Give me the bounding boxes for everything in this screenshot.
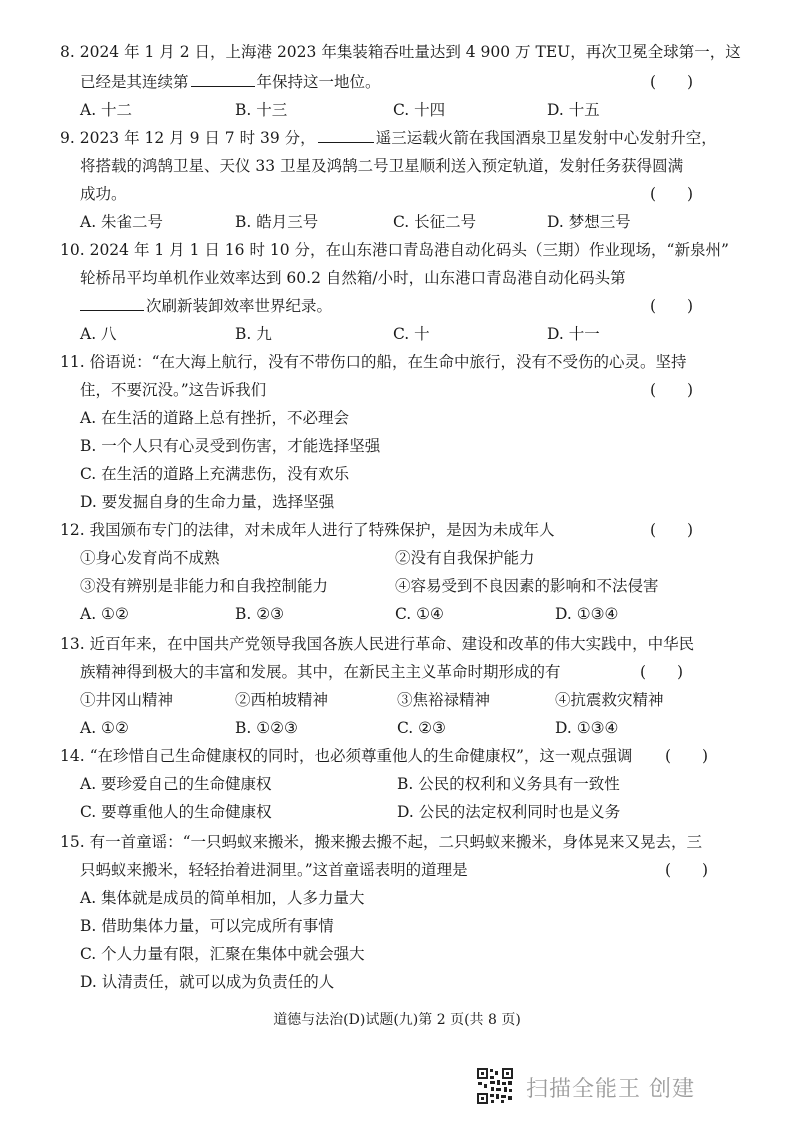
question-text-line: 住，不要沉没。”这告诉我们 [80,381,267,399]
option-a: A. ①② [80,719,129,737]
option-d: D. 十一 [547,325,600,343]
question-text-line: 13. 近百年来，在中国共产党领导我国各族人民进行革命、建设和改革的伟大实践中，中华民 [60,635,695,653]
statement-item: ②西柏坡精神 [235,691,329,709]
question-text-line: 只蚂蚁来搬米，轻轻抬着进洞里。”这首童谣表明的道理是 [80,861,468,879]
page-footer: 道德与法治(D)试题(九)第 2 页(共 8 页) [273,1012,521,1028]
question-text-line: 成功。 [80,185,127,203]
question-text-line: 8. 2024 年 1 月 2 日，上海港 2023 年集装箱吞吐量达到 4 900 万 TEU，再次卫冕全球第一，这 [60,43,741,61]
answer-parentheses: ( ) [650,297,694,315]
answer-parentheses: ( ) [650,185,694,203]
option-c: C. 在生活的道路上充满悲伤，没有欢乐 [80,465,350,483]
option-c: C. 个人力量有限，汇聚在集体中就会强大 [80,945,365,963]
question-text-fragment: 次刷新装卸效率世界纪录。 [146,297,333,315]
option-b: B. 借助集体力量，可以完成所有事情 [80,917,334,935]
answer-parentheses: ( ) [650,381,694,399]
statement-item: ③没有辨别是非能力和自我控制能力 [80,577,329,595]
question-text-line [60,128,717,148]
option-d: D. ①③④ [555,719,619,737]
question-text-line: 10. 2024 年 1 月 1 日 16 时 10 分，在山东港口青岛港自动化码头（三期）作业现场，“新泉州” [60,241,729,259]
answer-parentheses: ( ) [650,73,694,91]
option-a: A. 朱雀二号 [80,213,164,231]
answer-blank [318,128,374,143]
answer-parentheses: ( ) [665,861,709,879]
option-b: B. ①②③ [235,719,298,737]
option-a: A. ①② [80,605,129,623]
statement-item: ③焦裕禄精神 [397,691,491,709]
option-c: C. ①④ [395,605,444,623]
option-c: C. 十四 [393,101,446,119]
option-a: A. 集体就是成员的简单相加，人多力量大 [80,889,365,907]
question-text-line: 族精神得到极大的丰富和发展。其中，在新民主主义革命时期形成的有 [80,663,561,681]
question-text-fragment: 9. 2023 年 12 月 9 日 7 时 39 分， [60,129,316,147]
question-text-line: 15. 有一首童谣：“一只蚂蚁来搬米，搬来搬去搬不起，二只蚂蚁来搬米，身体晃来又晃去，三 [60,833,703,851]
question-text-fragment: 已经是其连续第 [80,73,189,91]
option-b: B. 皓月三号 [235,213,319,231]
answer-parentheses: ( ) [640,663,684,681]
option-d: D. 要发掘自身的生命力量，选择坚强 [80,493,335,511]
question-text-line: 轮桥吊平均单机作业效率达到 60.2 自然箱/小时，山东港口青岛港自动化码头第 [80,269,626,287]
question-text-fragment: 遥三运载火箭在我国酒泉卫星发射中心发射升空， [375,129,717,147]
option-d: D. 梦想三号 [547,213,631,231]
option-b: B. 十三 [235,101,288,119]
option-c: C. 长征二号 [393,213,477,231]
option-a: A. 十二 [80,101,133,119]
option-d: D. 公民的法定权利同时也是义务 [397,803,621,821]
question-text-line: 12. 我国颁布专门的法律，对未成年人进行了特殊保护，是因为未成年人 [60,521,555,539]
option-a: A. 要珍爱自己的生命健康权 [80,775,272,793]
answer-parentheses: ( ) [650,521,694,539]
answer-blank [80,296,144,311]
question-text-line [80,72,381,92]
option-b: B. 公民的权利和义务具有一致性 [397,775,620,793]
answer-parentheses: ( ) [665,747,709,765]
option-c: C. 要尊重他人的生命健康权 [80,803,272,821]
statement-item: ①井冈山精神 [80,691,174,709]
option-d: D. ①③④ [555,605,619,623]
option-d: D. 认清责任，就可以成为负责任的人 [80,973,335,991]
question-text-line: 将搭载的鸿鹄卫星、天仪 33 卫星及鸿鹄二号卫星顺利送入预定轨道，发射任务获得圆满 [80,157,684,175]
option-d: D. 十五 [547,101,600,119]
option-b: B. ②③ [235,605,285,623]
option-c: C. ②③ [397,719,446,737]
scanner-watermark: 扫描全能王 创建 [526,1077,695,1102]
option-b: B. 一个人只有心灵受到伤害，才能选择坚强 [80,437,381,455]
statement-item: ④抗震救灾精神 [555,691,664,709]
answer-blank [191,72,255,87]
option-a: A. 在生活的道路上总有挫折，不必理会 [80,409,350,427]
statement-item: ②没有自我保护能力 [395,549,535,567]
question-text-line [80,296,332,316]
statement-item: ①身心发育尚不成熟 [80,549,220,567]
qr-code-icon [476,1067,514,1105]
option-c: C. 十 [393,325,430,343]
statement-item: ④容易受到不良因素的影响和不法侵害 [395,577,659,595]
option-b: B. 九 [235,325,272,343]
question-text-fragment: 年保持这一地位。 [256,73,381,91]
question-text-line: 14. “在珍惜自己生命健康权的同时，也必须尊重他人的生命健康权”，这一观点强调 [60,747,633,765]
question-text-line: 11. 俗语说：“在大海上航行，没有不带伤口的船，在生命中旅行，没有不受伤的心灵。坚持 [60,353,687,371]
option-a: A. 八 [80,325,117,343]
